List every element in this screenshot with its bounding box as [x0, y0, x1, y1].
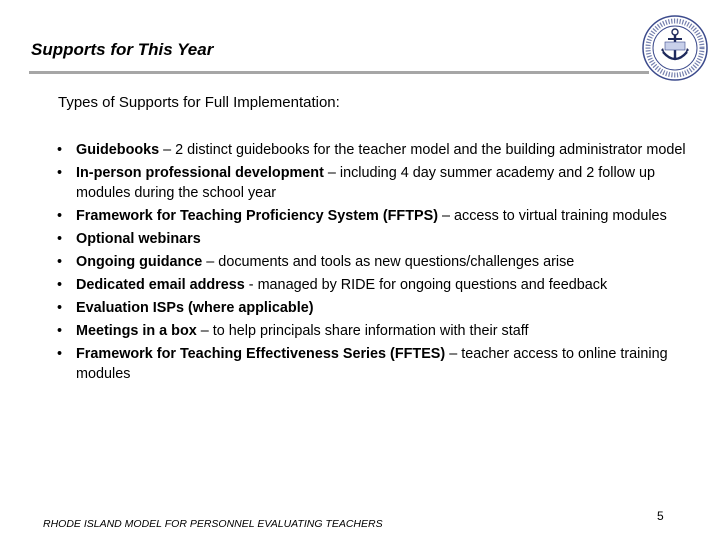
item-term: Guidebooks: [76, 142, 160, 158]
item-description: – access to virtual training modules: [438, 208, 667, 224]
footer-caption: RHODE ISLAND MODEL FOR PERSONNEL EVALUATING TEACHERS: [43, 518, 383, 530]
item-description: – teacher access to online training modules: [76, 346, 668, 382]
list-item: [57, 275, 687, 295]
item-term: Framework for Teaching Effectiveness Series (FFTES): [76, 346, 446, 362]
bullet-icon: •: [57, 165, 63, 181]
list-item: [57, 252, 687, 272]
list-item: [57, 163, 687, 203]
item-term: Optional webinars: [76, 231, 201, 247]
item-term: Framework for Teaching Proficiency System (FFTPS): [76, 208, 438, 224]
title-divider: [29, 71, 649, 74]
bullet-icon: •: [57, 277, 63, 293]
item-description: – 2 distinct guidebooks for the teacher model and the building administrator model: [159, 142, 686, 158]
item-term: Ongoing guidance: [76, 254, 203, 270]
bullet-icon: •: [57, 231, 63, 247]
list-item: [57, 206, 687, 226]
ride-seal-logo: [641, 14, 709, 82]
bullet-icon: •: [57, 142, 63, 158]
item-description: – documents and tools as new questions/challenges arise: [202, 254, 575, 270]
list-item: [57, 344, 687, 384]
list-item: [57, 229, 687, 249]
item-description: – including 4 day summer academy and 2 follow up modules during the school year: [76, 165, 656, 201]
item-term: Meetings in a box: [76, 323, 197, 339]
bullet-icon: •: [57, 346, 63, 362]
supports-list: [57, 140, 687, 387]
item-term: Evaluation ISPs (where applicable): [76, 300, 314, 316]
page-number: 5: [657, 509, 664, 523]
list-item: [57, 140, 687, 160]
bullet-icon: •: [57, 323, 63, 339]
item-description: – to help principals share information with their staff: [196, 323, 529, 339]
item-term: In-person professional development: [76, 165, 324, 181]
page-title: Supports for This Year: [31, 40, 214, 59]
bullet-icon: •: [57, 208, 63, 224]
bullet-icon: •: [57, 254, 63, 270]
section-subheading: Types of Supports for Full Implementation:: [58, 94, 340, 111]
bullet-icon: •: [57, 300, 63, 316]
list-item: [57, 321, 687, 341]
item-description: - managed by RIDE for ongoing questions and feedback: [244, 277, 608, 293]
list-item: [57, 298, 687, 318]
item-term: Dedicated email address: [76, 277, 245, 293]
